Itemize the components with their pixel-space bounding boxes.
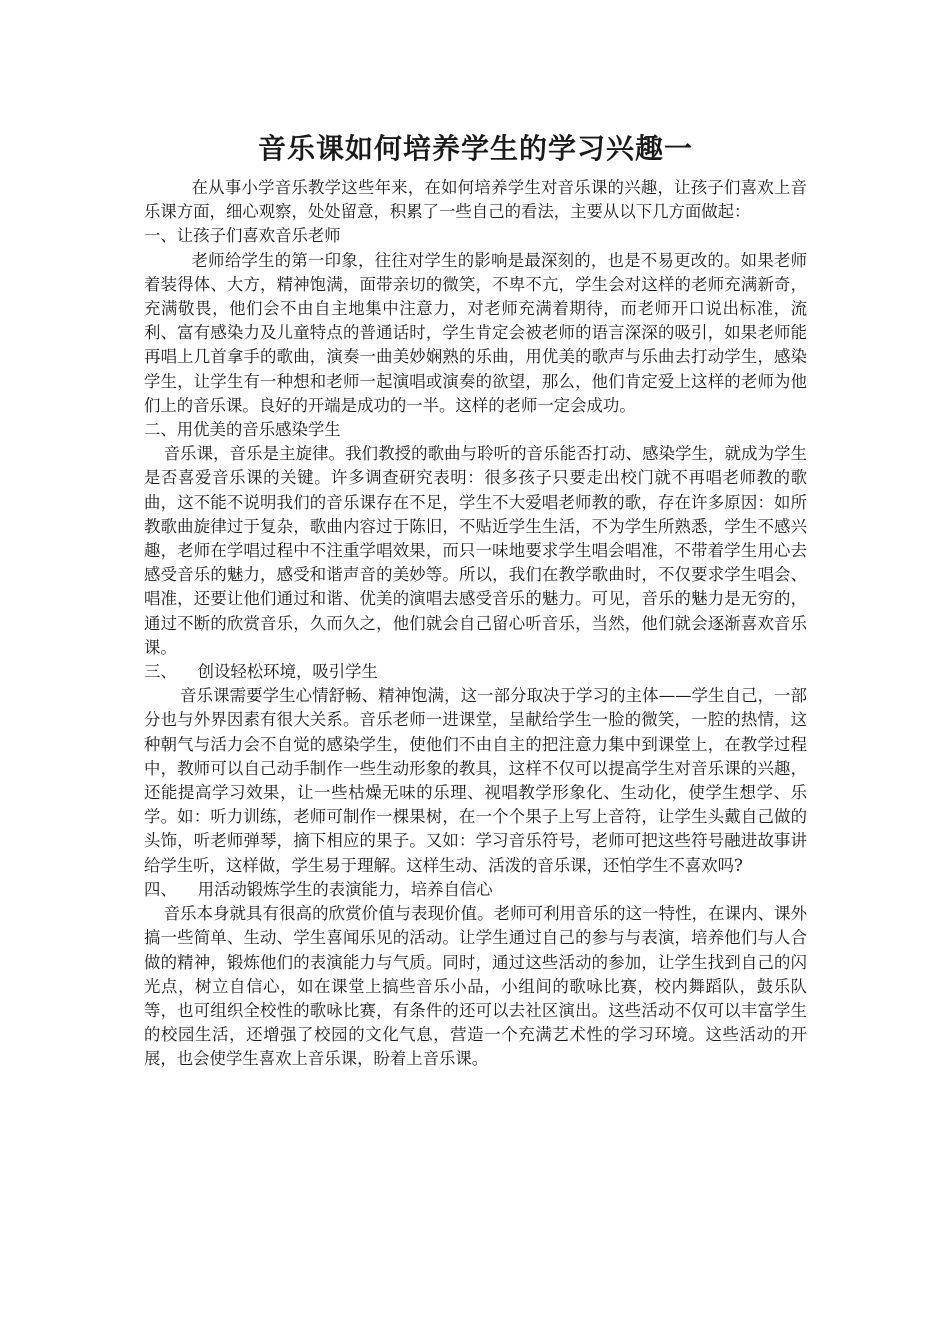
section-2-heading: 二、用优美的音乐感染学生 [144, 420, 341, 440]
intro-paragraph: 在从事小学音乐教学这些年来，在如何培养学生对音乐课的兴趣，让孩子们喜欢上音乐课方面，细心观察，处处留意，积累了一些自己的看法，主要从以下几方面做起： [144, 178, 807, 222]
section-1-heading: 一、让孩子们喜欢音乐老师 [144, 226, 341, 246]
section-3-heading: 三、 创设轻松环境，吸引学生 [144, 662, 378, 682]
section-2-body: 音乐课，音乐是主旋律。我们教授的歌曲与聆听的音乐能否打动、感染学生，就成为学生是否喜爱音乐课的关键。许多调查研究表明：很多孩子只要走出校门就不再唱老师教的歌曲，这不能不说明我们的音乐课存在不足，学生不大爱唱老师教的歌，存在许多原因：如所教歌曲旋律过于复杂，歌曲内容过于陈旧，不贴近学生生活，不为学生所熟悉，学生不感兴趣，老师在学唱过程中不注重学唱效果，而只一味地要求学生唱会唱准，不带着学生用心去感受音乐的魅力，感受和谐声音的美妙等。所以，我们在教学歌曲时，不仅要求学生唱会、唱准，还要让他们通过和谐、优美的演唱去感受音乐的魅力。可见，音乐的魅力是无穷的，通过不断的欣赏音乐，久而久之，他们就会自己留心听音乐，当然，他们就会逐渐喜欢音乐课。 [144, 444, 807, 657]
section-4-body: 音乐本身就具有很高的欣赏价值与表现价值。老师可利用音乐的这一特性，在课内、课外搞一些简单、生动、学生喜闻乐见的活动。让学生通过自己的参与与表演，培养他们与人合做的精神，锻炼他们的表演能力与气质。同时，通过这些活动的参加，让学生找到自己的闪光点，树立自信心，如在课堂上搞些音乐小品，小组间的歌咏比赛，校内舞蹈队，鼓乐队等，也可组织全校性的歌咏比赛，有条件的还可以去社区演出。这些活动不仅可以丰富学生的校园生活，还增强了校园的文化气息，营造一个充满艺术性的学习环境。这些活动的开展，也会使学生喜欢上音乐课，盼着上音乐课。 [144, 904, 807, 1069]
section-3-body: 音乐课需要学生心情舒畅、精神饱满，这一部分取决于学习的主体——学生自己，一部分也与外界因素有很大关系。音乐老师一进课堂，呈献给学生一脸的微笑，一腔的热情，这种朝气与活力会不自觉的感染学生，使他们不由自主的把注意力集中到课堂上，在教学过程中，教师可以自己动手制作一些生动形象的教具，这样不仅可以提高学生对音乐课的兴趣，还能提高学习效果，让一些枯燥无味的乐理、视唱教学形象化、生动化，使学生想学、乐学。如：听力训练，老师可制作一棵果树，在一个个果子上写上音符，让学生头戴自己做的头饰，听老师弹琴，摘下相应的果子。又如：学习音乐符号，老师可把这些符号融进故事讲给学生听，这样做，学生易于理解。这样生动、活泼的音乐课，还怕学生不喜欢吗? [144, 686, 807, 875]
document-title: 音乐课如何培养学生的学习兴趣一 [257, 132, 693, 165]
section-4-heading: 四、 用活动锻炼学生的表演能力，培养自信心 [144, 879, 493, 899]
section-1-body: 老师给学生的第一印象，往往对学生的影响是最深刻的，也是不易更改的。如果老师着装得体、大方，精神饱满，面带亲切的微笑，不卑不亢，学生会对这样的老师充满新奇，充满敬畏，他们会不由自主地集中注意力，对老师充满着期待，而老师开口说出标准，流利、富有感染力及儿童特点的普通话时，学生肯定会被老师的语言深深的吸引，如果老师能再唱上几首拿手的歌曲，演奏一曲美妙娴熟的乐曲，用优美的歌声与乐曲去打动学生，感染学生，让学生有一种想和老师一起演唱或演奏的欲望，那么，他们肯定爱上这样的老师为他们上的音乐课。良好的开端是成功的一半。这样的老师一定会成功。 [144, 250, 807, 415]
